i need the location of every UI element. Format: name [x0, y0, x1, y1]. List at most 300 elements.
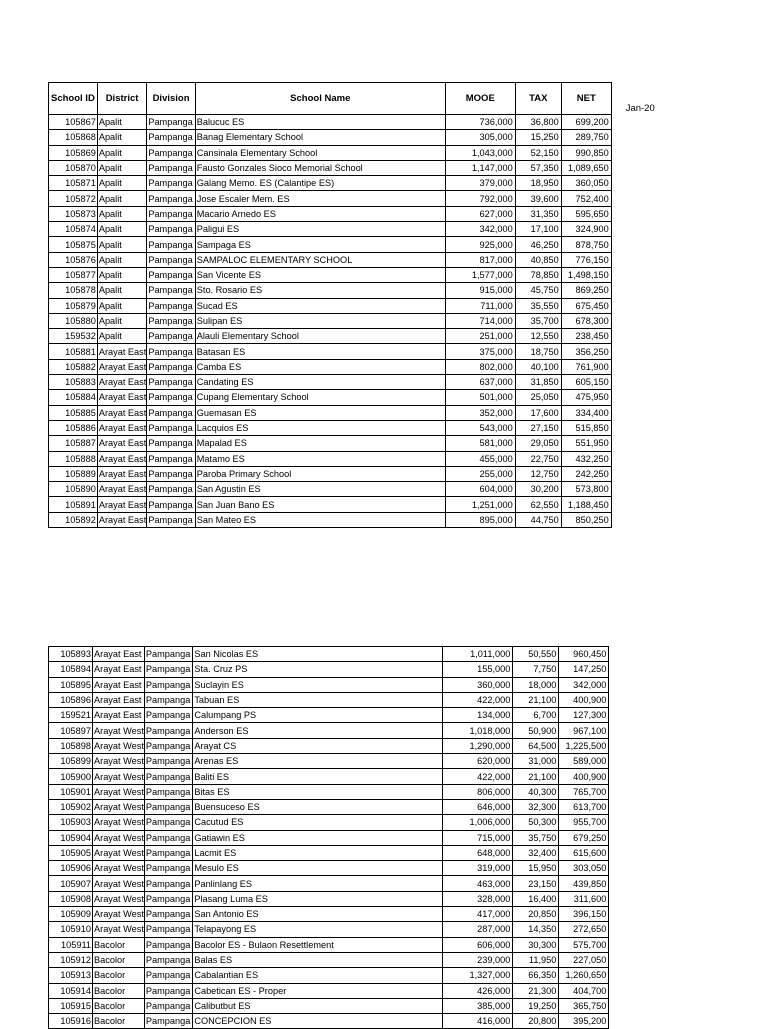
table-row: [49, 784, 657, 799]
tax-cell: 62,550: [515, 497, 561, 512]
mooe-cell: 817,000: [445, 252, 515, 267]
tax-cell: 21,100: [513, 692, 559, 707]
school-name-cell: Mapalad ES: [195, 436, 445, 451]
school-id-cell: 105881: [49, 344, 98, 359]
school-name-cell: Sta. Cruz PS: [193, 662, 443, 677]
spacer-cell: [611, 512, 659, 527]
district-cell: Arayat West: [93, 754, 145, 769]
division-cell: Pampanga: [147, 298, 195, 313]
school-id-cell: 105871: [49, 176, 98, 191]
mooe-cell: 1,147,000: [445, 160, 515, 175]
mooe-cell: 806,000: [443, 784, 513, 799]
district-cell: Bacolor: [93, 952, 145, 967]
division-cell: Pampanga: [144, 1014, 192, 1029]
net-cell: 675,450: [561, 298, 611, 313]
school-id-cell: 105912: [49, 952, 93, 967]
school-id-cell: 105908: [49, 891, 93, 906]
net-cell: 776,150: [561, 252, 611, 267]
spacer-cell: [609, 708, 657, 723]
division-cell: Pampanga: [147, 145, 195, 160]
table-row: [49, 451, 660, 466]
net-cell: 515,850: [561, 420, 611, 435]
district-cell: Bacolor: [93, 937, 145, 952]
school-id-cell: 105870: [49, 160, 98, 175]
net-cell: 475,950: [561, 390, 611, 405]
district-cell: Arayat West: [93, 876, 145, 891]
net-cell: 272,650: [559, 922, 609, 937]
division-cell: Pampanga: [147, 497, 195, 512]
spacer-cell: [609, 662, 657, 677]
spacer-cell: [611, 466, 659, 481]
net-cell: 605,150: [561, 375, 611, 390]
table-row: [49, 191, 660, 206]
spacer-cell: [611, 115, 659, 130]
net-cell: 396,150: [559, 907, 609, 922]
school-id-cell: 105898: [49, 738, 93, 753]
table-row: [49, 922, 657, 937]
school-id-cell: 105916: [49, 1014, 93, 1029]
district-cell: Arayat West: [93, 723, 145, 738]
net-cell: 238,450: [561, 329, 611, 344]
tax-cell: 78,850: [515, 267, 561, 282]
net-cell: 850,250: [561, 512, 611, 527]
spacer-cell: [609, 845, 657, 860]
net-cell: 955,700: [559, 815, 609, 830]
mooe-cell: 455,000: [445, 451, 515, 466]
table-row: [49, 420, 660, 435]
district-cell: Arayat West: [93, 799, 145, 814]
tax-cell: 46,250: [515, 237, 561, 252]
mooe-cell: 637,000: [445, 375, 515, 390]
header-mooe: MOOE: [445, 83, 515, 115]
school-name-cell: San Nicolas ES: [193, 647, 443, 662]
mooe-cell: 255,000: [445, 466, 515, 481]
table-row: [49, 436, 660, 451]
school-name-cell: San Juan Bano ES: [195, 497, 445, 512]
table-row: [49, 497, 660, 512]
tax-cell: 20,850: [513, 907, 559, 922]
division-cell: Pampanga: [147, 344, 195, 359]
mooe-cell: 417,000: [443, 907, 513, 922]
header-school-name: School Name: [195, 83, 445, 115]
school-name-cell: Arenas ES: [193, 754, 443, 769]
district-cell: Arayat West: [93, 769, 145, 784]
net-cell: 967,100: [559, 723, 609, 738]
school-name-cell: Paligui ES: [195, 222, 445, 237]
district-cell: Arayat East: [97, 497, 147, 512]
table-row: [49, 891, 657, 906]
table-row: [49, 237, 660, 252]
net-cell: 752,400: [561, 191, 611, 206]
spacer-cell: [609, 998, 657, 1013]
tax-cell: 32,300: [513, 799, 559, 814]
table-row: [49, 692, 657, 707]
school-name-cell: Alauli Elementary School: [195, 329, 445, 344]
tax-cell: 27,150: [515, 420, 561, 435]
school-id-cell: 105901: [49, 784, 93, 799]
district-cell: Apalit: [97, 206, 147, 221]
tax-cell: 14,350: [513, 922, 559, 937]
division-cell: Pampanga: [144, 738, 192, 753]
division-cell: Pampanga: [144, 677, 192, 692]
net-cell: 400,900: [559, 692, 609, 707]
school-name-cell: Panlinlang ES: [193, 876, 443, 891]
spacer-cell: [609, 922, 657, 937]
table-row: [49, 145, 660, 160]
spacer-cell: [609, 754, 657, 769]
district-cell: Arayat East: [97, 344, 147, 359]
tax-cell: 31,000: [513, 754, 559, 769]
school-id-cell: 105895: [49, 677, 93, 692]
spacer-cell: [611, 145, 659, 160]
tax-cell: 45,750: [515, 283, 561, 298]
tax-cell: 6,700: [513, 708, 559, 723]
table-row: [49, 512, 660, 527]
district-cell: Arayat East: [97, 436, 147, 451]
header-net: NET: [561, 83, 611, 115]
division-cell: Pampanga: [144, 937, 192, 952]
table-row: [49, 267, 660, 282]
spacer-cell: [611, 420, 659, 435]
district-cell: Arayat West: [93, 784, 145, 799]
district-cell: Apalit: [97, 191, 147, 206]
division-cell: Pampanga: [147, 130, 195, 145]
school-id-cell: 105905: [49, 845, 93, 860]
tax-cell: 7,750: [513, 662, 559, 677]
net-cell: 227,050: [559, 952, 609, 967]
spacer-cell: [609, 861, 657, 876]
net-cell: 147,250: [559, 662, 609, 677]
school-id-cell: 105913: [49, 968, 93, 983]
spacer-cell: [609, 937, 657, 952]
net-cell: 395,200: [559, 1014, 609, 1029]
spacer-cell: [609, 830, 657, 845]
district-cell: Apalit: [97, 237, 147, 252]
district-cell: Arayat West: [93, 891, 145, 906]
district-cell: Arayat East: [97, 466, 147, 481]
school-id-cell: 105892: [49, 512, 98, 527]
school-name-cell: Balucuc ES: [195, 115, 445, 130]
net-cell: 242,250: [561, 466, 611, 481]
mooe-cell: 915,000: [445, 283, 515, 298]
tax-cell: 17,600: [515, 405, 561, 420]
net-cell: 678,300: [561, 313, 611, 328]
district-cell: Apalit: [97, 298, 147, 313]
school-name-cell: Sulipan ES: [195, 313, 445, 328]
net-cell: 404,700: [559, 983, 609, 998]
school-name-cell: Sampaga ES: [195, 237, 445, 252]
mooe-cell: 1,043,000: [445, 145, 515, 160]
school-id-cell: 105879: [49, 298, 98, 313]
header-district: District: [97, 83, 147, 115]
mooe-cell: 925,000: [445, 237, 515, 252]
district-cell: Arayat East: [97, 405, 147, 420]
school-name-cell: Camba ES: [195, 359, 445, 374]
school-name-cell: Telapayong ES: [193, 922, 443, 937]
mooe-cell: 1,290,000: [443, 738, 513, 753]
school-name-cell: San Antonio ES: [193, 907, 443, 922]
mooe-table-2: [48, 646, 657, 1029]
spacer-cell: [611, 160, 659, 175]
division-cell: Pampanga: [147, 375, 195, 390]
district-cell: Apalit: [97, 252, 147, 267]
spacer-cell: [611, 375, 659, 390]
tax-cell: 35,550: [515, 298, 561, 313]
school-id-cell: 105903: [49, 815, 93, 830]
spacer-cell: [611, 359, 659, 374]
division-cell: Pampanga: [144, 723, 192, 738]
net-cell: 127,300: [559, 708, 609, 723]
district-cell: Apalit: [97, 176, 147, 191]
tax-cell: 31,850: [515, 375, 561, 390]
division-cell: Pampanga: [147, 482, 195, 497]
tax-cell: 15,250: [515, 130, 561, 145]
net-cell: 365,750: [559, 998, 609, 1013]
spacer-cell: [611, 497, 659, 512]
mooe-cell: 426,000: [443, 983, 513, 998]
net-cell: 342,000: [559, 677, 609, 692]
district-cell: Arayat East: [97, 451, 147, 466]
division-cell: Pampanga: [147, 176, 195, 191]
division-cell: Pampanga: [147, 451, 195, 466]
district-cell: Apalit: [97, 313, 147, 328]
table-row: [49, 160, 660, 175]
spacer-cell: [609, 723, 657, 738]
table-row: [49, 845, 657, 860]
table-row: [49, 937, 657, 952]
tax-cell: 23,150: [513, 876, 559, 891]
division-cell: Pampanga: [147, 512, 195, 527]
school-name-cell: Batasan ES: [195, 344, 445, 359]
school-id-cell: 105910: [49, 922, 93, 937]
school-id-cell: 105894: [49, 662, 93, 677]
mooe-cell: 1,006,000: [443, 815, 513, 830]
district-cell: Arayat West: [93, 815, 145, 830]
district-cell: Arayat West: [93, 738, 145, 753]
division-cell: Pampanga: [147, 329, 195, 344]
school-id-cell: 105907: [49, 876, 93, 891]
tax-cell: 39,600: [515, 191, 561, 206]
tax-cell: 66,350: [513, 968, 559, 983]
net-cell: 356,250: [561, 344, 611, 359]
mooe-cell: 328,000: [443, 891, 513, 906]
table-row: [49, 222, 660, 237]
table-row: [49, 344, 660, 359]
mooe-cell: 239,000: [443, 952, 513, 967]
school-id-cell: 105909: [49, 907, 93, 922]
division-cell: Pampanga: [147, 313, 195, 328]
school-id-cell: 105902: [49, 799, 93, 814]
mooe-cell: 627,000: [445, 206, 515, 221]
mooe-table-1: [48, 82, 660, 528]
school-id-cell: 105884: [49, 390, 98, 405]
tax-cell: 12,550: [515, 329, 561, 344]
mooe-cell: 581,000: [445, 436, 515, 451]
tax-cell: 18,950: [515, 176, 561, 191]
division-cell: Pampanga: [147, 222, 195, 237]
spacer-cell: [609, 769, 657, 784]
table-row: [49, 405, 660, 420]
division-cell: Pampanga: [147, 237, 195, 252]
mooe-cell: 422,000: [443, 692, 513, 707]
school-id-cell: 105911: [49, 937, 93, 952]
tax-cell: 15,950: [513, 861, 559, 876]
tax-cell: 30,200: [515, 482, 561, 497]
school-name-cell: Banag Elementary School: [195, 130, 445, 145]
school-id-cell: 105897: [49, 723, 93, 738]
school-name-cell: Bitas ES: [193, 784, 443, 799]
spacer-cell: [609, 692, 657, 707]
school-name-cell: Matamo ES: [195, 451, 445, 466]
mooe-cell: 620,000: [443, 754, 513, 769]
tax-cell: 11,950: [513, 952, 559, 967]
school-name-cell: Lacmit ES: [193, 845, 443, 860]
district-cell: Arayat East: [93, 647, 145, 662]
school-id-cell: 105872: [49, 191, 98, 206]
tax-cell: 22,750: [515, 451, 561, 466]
mooe-cell: 155,000: [443, 662, 513, 677]
district-cell: Arayat West: [93, 830, 145, 845]
school-id-cell: 105867: [49, 115, 98, 130]
school-id-cell: 105886: [49, 420, 98, 435]
district-cell: Arayat East: [97, 390, 147, 405]
school-id-cell: 105874: [49, 222, 98, 237]
mooe-cell: 360,000: [443, 677, 513, 692]
district-cell: Arayat East: [93, 692, 145, 707]
school-name-cell: Bacolor ES - Bulaon Resettlement: [193, 937, 443, 952]
spacer-cell: [609, 738, 657, 753]
division-cell: Pampanga: [144, 968, 192, 983]
tax-cell: 31,350: [515, 206, 561, 221]
net-cell: 311,600: [559, 891, 609, 906]
school-name-cell: Mesulo ES: [193, 861, 443, 876]
table-row: [49, 298, 660, 313]
spacer-cell: [611, 482, 659, 497]
division-cell: Pampanga: [144, 891, 192, 906]
mooe-cell: 319,000: [443, 861, 513, 876]
school-id-cell: 105899: [49, 754, 93, 769]
division-cell: Pampanga: [144, 907, 192, 922]
tax-cell: 50,900: [513, 723, 559, 738]
spacer-cell: [609, 784, 657, 799]
mooe-cell: 802,000: [445, 359, 515, 374]
school-name-cell: Cansinala Elementary School: [195, 145, 445, 160]
division-cell: Pampanga: [147, 466, 195, 481]
tax-cell: 29,050: [515, 436, 561, 451]
spacer-cell: [611, 298, 659, 313]
table-row: [49, 952, 657, 967]
net-cell: 289,750: [561, 130, 611, 145]
district-cell: Bacolor: [93, 998, 145, 1013]
school-id-cell: 105887: [49, 436, 98, 451]
table-row: [49, 375, 660, 390]
division-cell: Pampanga: [147, 191, 195, 206]
division-cell: Pampanga: [144, 708, 192, 723]
school-id-cell: 105904: [49, 830, 93, 845]
spacer-cell: [611, 191, 659, 206]
school-name-cell: Paroba Primary School: [195, 466, 445, 481]
table-row: [49, 876, 657, 891]
net-cell: 575,700: [559, 937, 609, 952]
school-id-cell: 105893: [49, 647, 93, 662]
school-id-cell: 105875: [49, 237, 98, 252]
spacer-cell: [611, 206, 659, 221]
spacer-cell: [611, 405, 659, 420]
district-cell: Arayat East: [97, 359, 147, 374]
district-cell: Arayat East: [97, 512, 147, 527]
mooe-cell: 714,000: [445, 313, 515, 328]
mooe-cell: 422,000: [443, 769, 513, 784]
net-cell: 1,225,500: [559, 738, 609, 753]
school-name-cell: Cacutud ES: [193, 815, 443, 830]
spacer-cell: [611, 252, 659, 267]
district-cell: Arayat East: [93, 662, 145, 677]
district-cell: Arayat West: [93, 907, 145, 922]
school-name-cell: Cabalantian ES: [193, 968, 443, 983]
tax-cell: 40,850: [515, 252, 561, 267]
table-row: [49, 738, 657, 753]
division-cell: Pampanga: [144, 784, 192, 799]
division-cell: Pampanga: [144, 998, 192, 1013]
mooe-cell: 606,000: [443, 937, 513, 952]
school-name-cell: Plasang Luma ES: [193, 891, 443, 906]
spacer-cell: [611, 222, 659, 237]
tax-cell: 25,050: [515, 390, 561, 405]
table-row: [49, 482, 660, 497]
header-tax: TAX: [515, 83, 561, 115]
table-row: [49, 830, 657, 845]
school-name-cell: Calibutbut ES: [193, 998, 443, 1013]
division-cell: Pampanga: [147, 160, 195, 175]
district-cell: Bacolor: [93, 983, 145, 998]
school-name-cell: Guemasan ES: [195, 405, 445, 420]
spacer-cell: [609, 983, 657, 998]
school-id-cell: 105880: [49, 313, 98, 328]
tax-cell: 21,300: [513, 983, 559, 998]
school-name-cell: CONCEPCION ES: [193, 1014, 443, 1029]
spacer-cell: [609, 891, 657, 906]
mooe-cell: 736,000: [445, 115, 515, 130]
tax-cell: 18,000: [513, 677, 559, 692]
district-cell: Arayat East: [97, 482, 147, 497]
district-cell: Apalit: [97, 329, 147, 344]
tax-cell: 64,500: [513, 738, 559, 753]
school-id-cell: 105873: [49, 206, 98, 221]
school-name-cell: Sto. Rosario ES: [195, 283, 445, 298]
mooe-cell: 1,577,000: [445, 267, 515, 282]
table-row: [49, 723, 657, 738]
district-cell: Apalit: [97, 130, 147, 145]
school-id-cell: 105889: [49, 466, 98, 481]
tax-cell: 40,300: [513, 784, 559, 799]
school-name-cell: San Vicente ES: [195, 267, 445, 282]
school-id-cell: 105883: [49, 375, 98, 390]
tax-cell: 52,150: [515, 145, 561, 160]
school-id-cell: 105890: [49, 482, 98, 497]
school-name-cell: Baliti ES: [193, 769, 443, 784]
school-name-cell: Sucad ES: [195, 298, 445, 313]
school-name-cell: SAMPALOC ELEMENTARY SCHOOL: [195, 252, 445, 267]
school-id-cell: 105888: [49, 451, 98, 466]
mooe-cell: 792,000: [445, 191, 515, 206]
mooe-cell: 379,000: [445, 176, 515, 191]
table-row: [49, 252, 660, 267]
district-cell: Apalit: [97, 283, 147, 298]
mooe-cell: 251,000: [445, 329, 515, 344]
school-name-cell: Lacquios ES: [195, 420, 445, 435]
mooe-cell: 648,000: [443, 845, 513, 860]
spacer-cell: [611, 283, 659, 298]
